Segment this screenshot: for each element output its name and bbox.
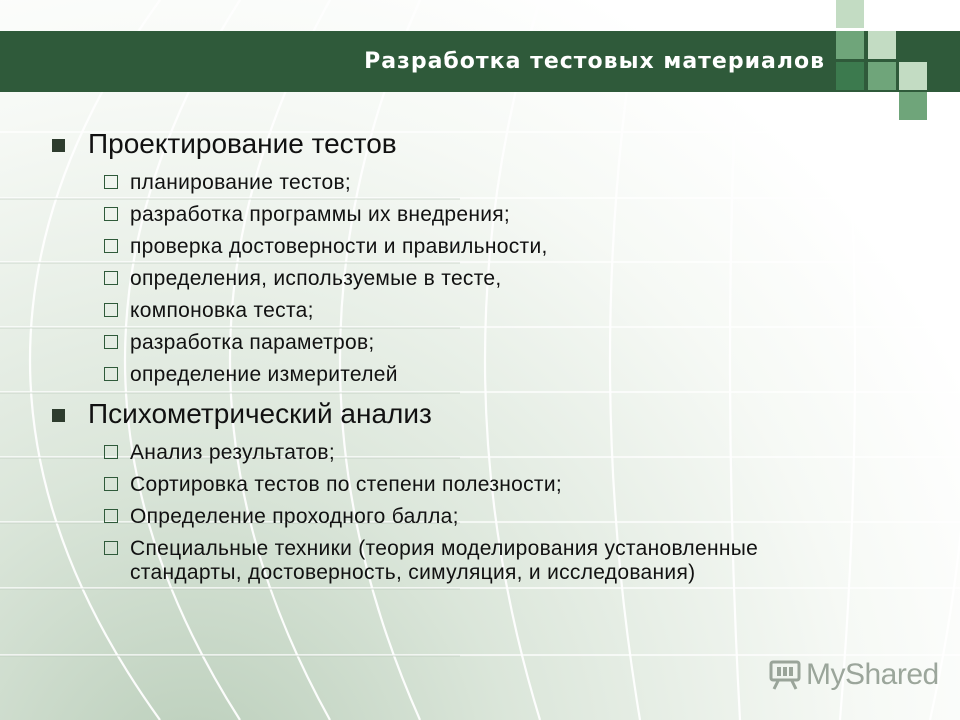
list-item xyxy=(50,441,930,465)
section-heading-text: Проектирование тестов xyxy=(88,128,397,159)
list-item-text: определения, используемые в тесте, xyxy=(130,267,502,290)
section-heading-text: Психометрический анализ xyxy=(88,398,432,429)
list-item-text: Определение проходного балла; xyxy=(130,505,459,528)
list-item xyxy=(50,171,930,195)
list-item-text: Сортировка тестов по степени полезности; xyxy=(130,473,563,496)
section-heading xyxy=(50,395,930,433)
deco-square xyxy=(836,0,864,28)
list-item xyxy=(50,331,930,355)
hollow-square-bullet-icon xyxy=(104,445,118,459)
hollow-square-bullet-icon xyxy=(104,271,118,285)
hollow-square-bullet-icon xyxy=(104,477,118,491)
list-item-text: проверка достоверности и правильности, xyxy=(130,235,548,258)
hollow-square-bullet-icon xyxy=(104,175,118,189)
deco-square xyxy=(868,0,896,28)
list-item xyxy=(50,299,930,323)
square-bullet-icon xyxy=(52,139,65,152)
deco-square xyxy=(868,62,896,90)
hollow-square-bullet-icon xyxy=(104,335,118,349)
deco-square xyxy=(899,62,927,90)
myshared-logo xyxy=(768,655,939,695)
list-item-text: разработка параметров; xyxy=(130,331,375,354)
list-item xyxy=(50,235,930,259)
section-heading xyxy=(50,125,930,163)
list-item-text: разработка программы их внедрения; xyxy=(130,203,511,226)
deco-square xyxy=(836,62,864,90)
list-item-text: компоновка теста; xyxy=(130,299,314,322)
slide-title: Разработка тестовых материалов xyxy=(364,49,825,74)
list-item xyxy=(50,473,930,497)
hollow-square-bullet-icon xyxy=(104,207,118,221)
list-item-text: планирование тестов; xyxy=(130,171,352,194)
list-item xyxy=(50,203,930,227)
list-item xyxy=(50,537,930,585)
logo-text: MyShared xyxy=(806,658,939,691)
list-item xyxy=(50,363,930,387)
presentation-board-icon xyxy=(768,659,802,691)
deco-square xyxy=(868,31,896,59)
hollow-square-bullet-icon xyxy=(104,303,118,317)
deco-square xyxy=(930,31,960,59)
deco-square xyxy=(899,92,927,120)
hollow-square-bullet-icon xyxy=(104,509,118,523)
list-item-text: Специальные техники (теория моделирования установленные стандарты, достоверность, симуляция, и исследования) xyxy=(130,537,759,584)
hollow-square-bullet-icon xyxy=(104,541,118,555)
title-bar xyxy=(0,31,960,92)
list-item-text: Анализ результатов; xyxy=(130,441,335,464)
hollow-square-bullet-icon xyxy=(104,367,118,381)
square-bullet-icon xyxy=(52,409,65,422)
hollow-square-bullet-icon xyxy=(104,239,118,253)
list-item-text: определение измерителей xyxy=(130,363,398,386)
deco-square xyxy=(836,31,864,59)
list-item xyxy=(50,505,930,529)
list-item xyxy=(50,267,930,291)
bullet-content xyxy=(50,125,930,593)
